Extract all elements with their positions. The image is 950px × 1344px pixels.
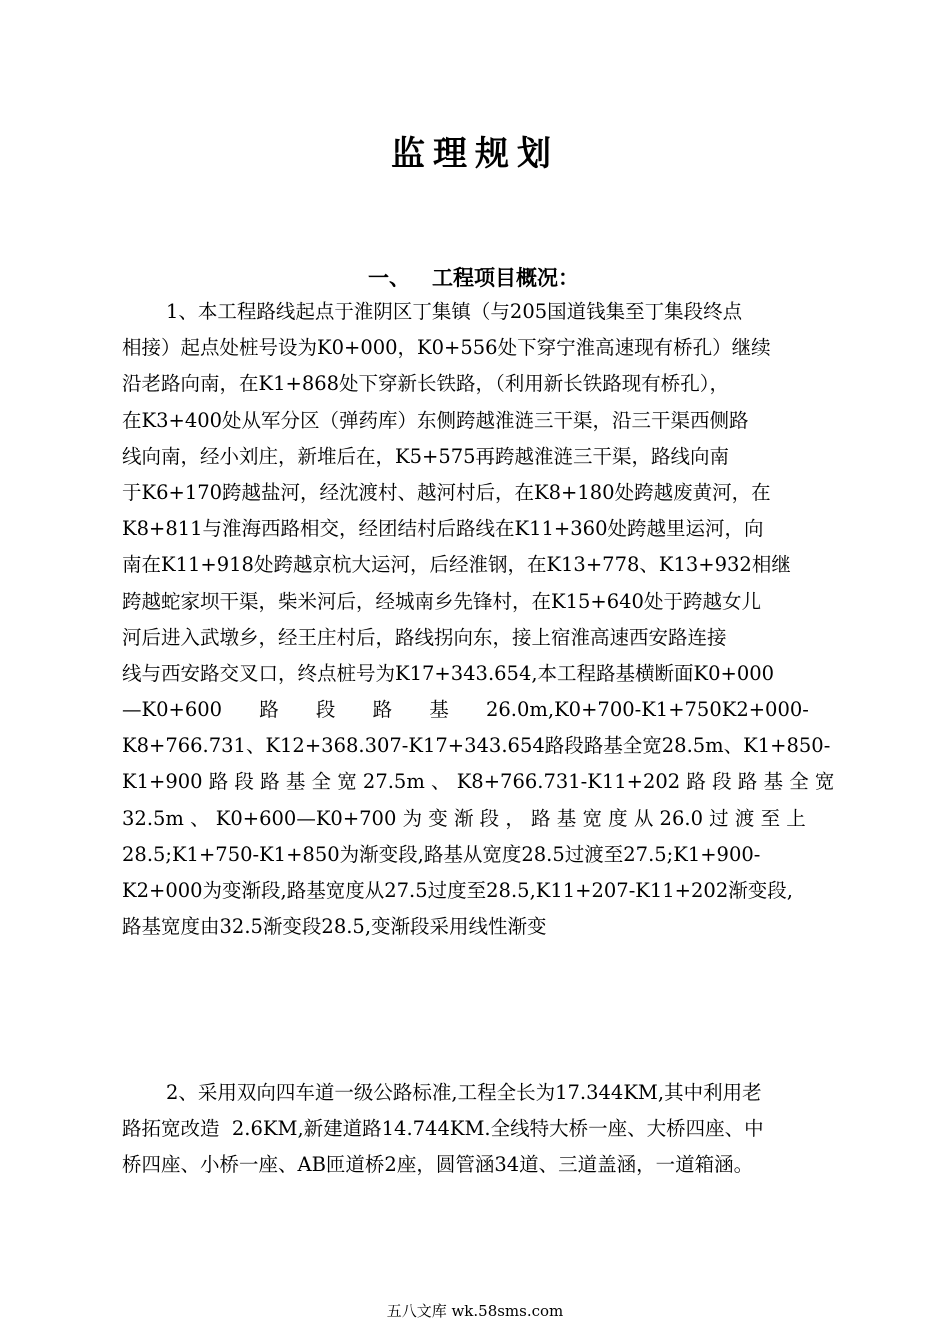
text-line: 路拓宽改造 2.6KM,新建道路14.744KM.全线特大桥一座、大桥四座、中 [122,1117,764,1141]
paragraph-2 [122,1075,838,1184]
text-line: K8+811与淮海西路相交，经团结村后路线在K11+360处跨越里运河，向 [122,517,764,541]
text-line: 1、本工程路线起点于淮阴区丁集镇（与205国道钱集至丁集段终点 [166,300,743,323]
text-line: 线与西安路交叉口，终点桩号为K17+343.654,本工程路基横断面K0+000 [122,661,775,685]
text-line: 相接）起点处桩号设为K0+000，K0+556处下穿宁淮高速现有桥孔）继续 [122,336,771,360]
section-title: 工程项目概况： [432,266,579,290]
text-line: K8+766.731、K12+368.307-K17+343.654路段路基全宽28.5m、K1+850- [122,734,831,758]
text-line: 跨越蛇家坝干渠，柴米河后，经城南乡先锋村，在K15+640处于跨越女儿 [122,589,761,613]
text-line: 32.5m 、 K0+600—K0+700 为 变 渐 段 ， 路 基 宽 度 从 26.0 过 渡 至 上 [122,806,806,830]
text-line: K2+000为变渐段,路基宽度从27.5过度至28.5,K11+207-K11+202渐变段, [122,879,793,902]
section-number: 一、 [368,266,410,290]
text-line: 于K6+170跨越盐河，经沈渡村、越河村后，在K8+180处跨越废黄河，在 [122,480,771,504]
text-line: K1+900 路 段 路 基 全 宽 27.5m 、 K8+766.731-K11+202 路 段 路 基 全 宽 [122,770,835,794]
text-line: 2、采用双向四车道一级公路标准,工程全长为17.344KM,其中利用老 [166,1081,762,1104]
section-heading [368,262,579,292]
text-line: —K0+600 路 段 路 基 26.0m,K0+700-K1+750K2+000- [122,698,809,722]
text-line: 南在K11+918处跨越京杭大运河，后经淮钢，在K13+778、K13+932相继 [122,553,791,577]
paragraph-1 [122,294,838,945]
text-line: 桥四座、小桥一座、AB匝道桥2座，圆管涵34道、三道盖涵，一道箱涵。 [122,1153,754,1177]
text-line: 28.5;K1+750-K1+850为渐变段,路基从宽度28.5过渡至27.5;K1+900- [122,842,761,866]
text-line: 线向南，经小刘庄，新堆后在，K5+575再跨越淮涟三干渠，路线向南 [122,444,730,468]
text-line: 沿老路向南，在K1+868处下穿新长铁路，（利用新长铁路现有桥孔）， [122,372,730,396]
text-line: 路基宽度由32.5渐变段28.5,变渐段采用线性渐变 [122,915,547,939]
document-title: 监理规划 [391,134,559,174]
text-line: 河后进入武墩乡，经王庄村后，路线拐向东，接上宿淮高速西安路连接 [122,625,727,649]
footer-watermark: 五八文库 wk.58sms.com [386,1302,564,1320]
text-line: 在K3+400处从军分区（弹药库）东侧跨越淮涟三干渠，沿三干渠西侧路 [122,408,749,432]
